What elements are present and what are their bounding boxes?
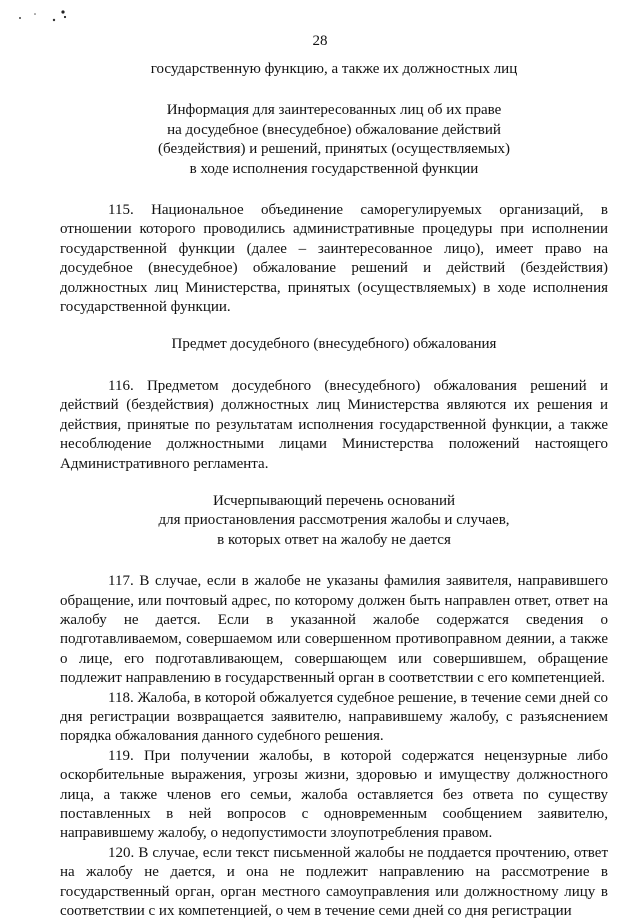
- heading-line: в ходе исполнения государственной функции: [189, 160, 479, 177]
- paragraph-117: 117. В случае, если в жалобе не указаны фамилия заявителя, направившего обращение, или почтовый адрес, по которому должен быть направлен ответ, ответ на жалобу не дается. Если в указанной жалобе содержатся сведения о подготавливаемом, совершаемом или совершенном противоправном деянии, а также о лице, его подготавливающем, совершающем или совершившем, обращение подлежит направлению в государственный орган в соответствии с его компетенцией.: [60, 573, 608, 687]
- heading-grounds-for-suspension: [60, 492, 608, 550]
- heading-line: в которых ответ на жалобу не дается: [217, 531, 451, 548]
- heading-line: на досудебное (внесудебное) обжалование действий: [167, 121, 501, 138]
- heading-line: для приостановления рассмотрения жалобы и случаев,: [158, 512, 510, 529]
- paragraph-118: 118. Жалоба, в которой обжалуется судебное решение, в течение семи дней со дня регистрации возвращается заявителю, направившему жалобу, с разъяснением порядка обжалования данного судебного решения.: [60, 689, 608, 745]
- heading-rights-of-appeal: [60, 101, 608, 179]
- heading-line: Исчерпывающий перечень оснований: [212, 492, 456, 509]
- page-number: 28: [312, 33, 328, 49]
- paragraph-119: 119. При получении жалобы, в которой содержатся нецензурные либо оскорбительные выражения, угрозы жизни, здоровью и имуществу должностного лица, а также членов его семьи, жалоба оставляется без ответа по существу поставленных в ней вопросов с одновременным сообщением заявителю, направившему жалобу, о недопустимости злоупотребления правом.: [60, 747, 608, 842]
- continuation-line: государственную функцию, а также их должностных лиц: [150, 61, 518, 77]
- heading-line: (бездействия) и решений, принятых (осуществляемых): [158, 141, 510, 158]
- paragraph-115: 115. Национальное объединение саморегулируемых организаций, в отношении которого проводились административные процедуры при исполнении государственной функции (далее – заинтересованное лицо), имеет право на досудебное (внесудебное) обжалование решений и действий (бездействия) должностных лиц Министерства, принятых (осуществляемых) в ходе исполнения государственной функции.: [60, 202, 608, 316]
- paragraph-120: 120. В случае, если текст письменной жалобы не поддается прочтению, ответ на жалобу не дается, и она не подлежит направлению на рассмотрение в государственный орган, орган местного самоуправления или должностному лицу в соответствии с их компетенцией, о чем в течение семи дней со дня регистрации: [60, 844, 608, 920]
- heading-subject-of-appeal: Предмет досудебного (внесудебного) обжалования: [171, 336, 497, 353]
- scan-specks: [14, 4, 84, 24]
- paragraph-116: 116. Предметом досудебного (внесудебного) обжалования решений и действий (бездействия) должностных лиц Министерства являются их решения и действия, принятые по результатам исполнения государственной функции, а также несоблюдение должностными лицами Министерства положений настоящего Административного регламента.: [60, 377, 608, 472]
- document-body: [60, 60, 608, 921]
- heading-line: Информация для заинтересованных лиц об их праве: [166, 102, 502, 119]
